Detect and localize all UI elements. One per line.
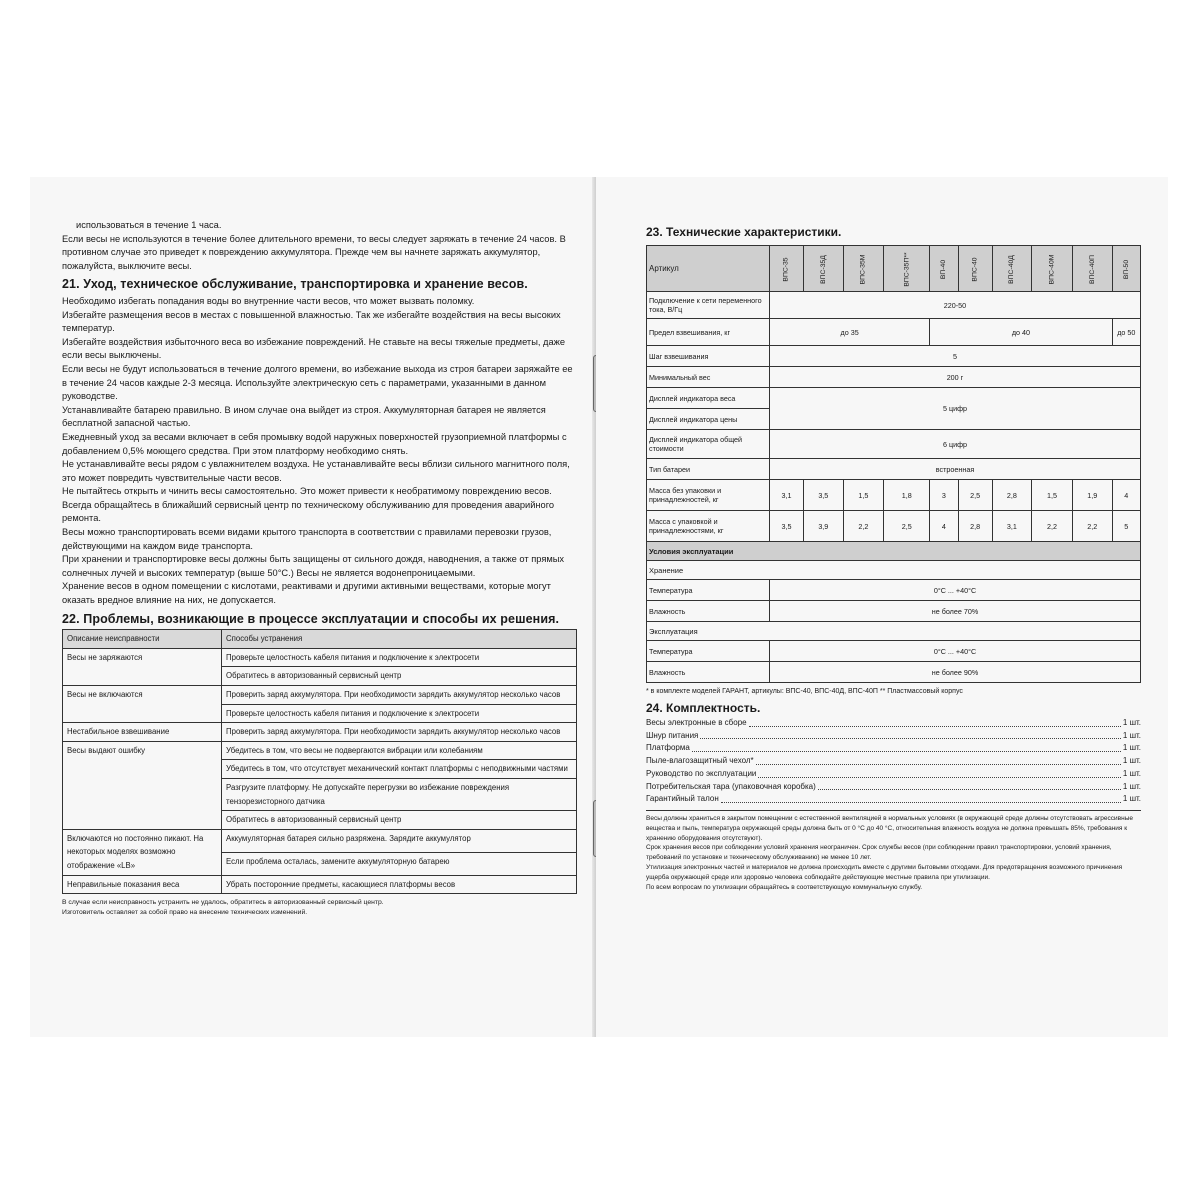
section-22-title: 22. Проблемы, возникающие в процессе эксплуатации и способы их решения. [62, 611, 560, 626]
column-header-problem: Описание неисправности [63, 630, 222, 649]
spec-row-mass-packed [647, 511, 1141, 542]
table-row [63, 875, 577, 894]
spec-label: Масса без упаковки и принадлежностей, кг [647, 480, 770, 511]
spec-label: Температура [647, 641, 770, 662]
sec21-para: Весы можно транспортировать всеми видами крытого транспорта в соответствии с правилами перевозки грузов, действующими на каждом виде транспорта. [62, 527, 552, 551]
spec-row-operation-temp [647, 641, 1141, 662]
section-21-title: 21. Уход, техническое обслуживание, транспортировка и хранение весов. [62, 277, 528, 292]
kit-item-name: Руководство по эксплуатации [646, 768, 757, 778]
solution-cell: Проверить заряд аккумулятора. При необходимости зарядить аккумулятор несколько часов [222, 686, 577, 705]
model-header-cell [1072, 246, 1112, 292]
operation-subsection-row [647, 622, 1141, 641]
spec-value: 2,2 [1072, 511, 1112, 542]
spec-value: 2,8 [992, 480, 1031, 511]
kit-item-name: Платформа [646, 743, 690, 753]
kit-item-name: Потребительская тара (упаковочная коробка) [646, 781, 816, 791]
sec21-para: При хранении и транспортировке весы должны быть защищены от сильного дождя, наводнения, а также от прямых солнечных лучей и высоких температур (выше 50°C.) Весы не является водонепроницаемыми. [62, 554, 565, 578]
sec21-para: Не пытайтесь открыть и чинить весы самостоятельно. Это может привести к необратимому повреждению весов. Всегда обращайтесь в ближайший сервисный центр по техническому обслуживанию для проведения аварийного ремонта. [62, 486, 555, 524]
problem-cell: Нестабильное взвешивание [63, 723, 222, 742]
dot-leader [749, 717, 1121, 727]
conditions-heading: Условия эксплуатации [647, 542, 1141, 561]
problem-cell: Неправильные показания веса [63, 875, 222, 894]
solution-cell: Проверьте целостность кабеля питания и подключение к электросети [222, 648, 577, 667]
intro-line: использоваться в течение 1 часа. [76, 220, 222, 230]
model-name: ВПС-35М [859, 254, 867, 285]
problem-cell: Включаются но постоянно пикают. На некоторых моделях возможно отображение «LB» [63, 829, 222, 875]
spec-value: до 35 [770, 319, 930, 346]
table-row [63, 686, 577, 705]
kit-item-qty: 1 шт. [1122, 718, 1141, 727]
dot-leader [721, 793, 1121, 803]
solution-cell: Обратитесь в авторизованный сервисный центр [222, 811, 577, 830]
spec-row-storage-temp [647, 580, 1141, 601]
spec-label: Дисплей индикатора общей стоимости [647, 430, 770, 459]
left-page [30, 177, 595, 1037]
spec-label: Подключение к сети переменного тока, В/Гц [647, 292, 770, 319]
dot-leader [700, 730, 1121, 740]
list-item [646, 742, 1141, 755]
spec-footnote: * в комплекте моделей ГАРАНТ, артикулы: ВПС-40, ВПС-40Д, ВПС-40П ** Пластмассовый корпус [646, 688, 963, 695]
spec-value: 1,8 [884, 480, 930, 511]
storage-heading: Хранение [647, 561, 1141, 580]
intro-paragraph: Если весы не используются в течение более длительного времени, то весы следует заряжать в течение 24 часов. В противном случае это приведет к повреждению аккумулятора. Прежде чем вы начнете заряжать аккумулятор, пожалуйста, выключите весы. [62, 233, 566, 271]
operation-heading: Эксплуатация [647, 622, 1141, 641]
spec-label: Температура [647, 580, 770, 601]
sec21-para: Хранение весов в одном помещении с кислотами, реактивами и другими активными веществами, которые могут оказать вредное влияние на них, не допускается. [62, 581, 551, 606]
spec-label: Дисплей индикатора веса [647, 388, 770, 409]
sec21-para: Устанавливайте батарею правильно. В ином случае она выйдет из строя. Аккумуляторная батарея не является бесплатной запасной частью. [62, 404, 546, 429]
spec-row-storage-humidity [647, 601, 1141, 622]
section-24-title: 24. Комплектность. [646, 701, 761, 715]
troubleshooting-table [62, 629, 577, 894]
list-item [646, 793, 1141, 806]
disposal-contact-note: По всем вопросам по утилизации обращайтесь в соответствующую коммунальную службу. [646, 883, 923, 891]
model-header-cell [770, 246, 804, 292]
spec-value: 3,9 [804, 511, 843, 542]
kit-list [646, 717, 1141, 806]
model-header-cell [1032, 246, 1073, 292]
kit-item-qty: 1 шт. [1122, 756, 1141, 766]
model-name: ВПС-35 [783, 257, 791, 282]
table-row [63, 741, 577, 760]
spec-row-operation-humidity [647, 662, 1141, 683]
spec-value: 3,5 [770, 511, 804, 542]
spec-label: Влажность [647, 662, 770, 683]
sec21-para: Избегайте воздействия избыточного веса во избежание повреждений. Не ставьте на весы тяжелые предметы, даже если весы выключены. [62, 336, 566, 361]
specifications-table [646, 245, 1141, 683]
solution-cell: Убедитесь в том, что отсутствует механический контакт платформы с неподвижными частями [222, 760, 577, 779]
list-item [646, 717, 1141, 730]
spec-row-step [647, 346, 1141, 367]
sec21-para: Избегайте размещения весов в местах с повышенной влажностью. Так же избегайте воздействия на весы высоких температур. [62, 309, 561, 334]
spec-value: 0°C ... +40°C [770, 641, 1141, 662]
dot-leader [818, 781, 1121, 791]
spec-value: 2,8 [958, 511, 992, 542]
column-header-solution: Способы устранения [222, 630, 577, 649]
model-name: ВП-50 [1122, 259, 1130, 280]
model-header-cell [958, 246, 992, 292]
table-row [63, 648, 577, 667]
spec-value: 1,5 [843, 480, 884, 511]
solution-cell: Разгрузите платформу. Не допускайте перегрузки во избежание повреждения тензорезисторного датчика [222, 778, 577, 810]
sec21-para: Если весы не будут использоваться в течение долгого времени, во избежание выхода из строя батареи заряжайте ее в течение 24 часов каждые 2-3 месяца. Используйте электрическую сеть с параметрами, указанными в данном руководстве. [62, 363, 573, 402]
spec-value: до 50 [1112, 319, 1140, 346]
table-row [63, 723, 577, 742]
spec-value: 3,1 [992, 511, 1031, 542]
model-header-cell [884, 246, 930, 292]
sec21-para: Ежедневный уход за весами включает в себя промывку водой наружных поверхностей грузоприемной платформы с добавлением 0,5% моющего средства. При этом платформу необходимо снять. [62, 431, 567, 456]
spec-row-mass [647, 480, 1141, 511]
spec-value: встроенная [770, 459, 1141, 480]
model-name: ВПС-40 [971, 257, 979, 282]
spec-value: не более 90% [770, 662, 1141, 683]
sec21-para: Не устанавливайте весы рядом с увлажнителем воздуха. Не устанавливайте весы вблизи сильного магнитного поля, это может повредить чувствительные части весов. [62, 459, 570, 483]
storage-note: Весы должны храниться в закрытом помещении с естественной вентиляцией в нормальных условиях (в окружающей среде должны отсутствовать агрессивные вещества и пыль, температура окружающей среды должна быть от 0 °С до 40 °С, относительная влажность воздуха не должна превышать 85%, требования к хранению оборудования отсутствуют). [646, 814, 1134, 842]
list-item [646, 755, 1141, 768]
spec-value: 2,2 [1032, 511, 1073, 542]
problem-cell: Весы не включаются [63, 686, 222, 723]
right-page-content [646, 225, 1141, 892]
solution-cell: Если проблема осталась, замените аккумуляторную батарею [222, 852, 577, 875]
kit-item-name: Весы электронные в сборе [646, 718, 747, 727]
article-label: Артикул [647, 246, 770, 292]
spec-label: Влажность [647, 601, 770, 622]
model-header-row [647, 246, 1141, 292]
solution-cell: Проверить заряд аккумулятора. При необходимости зарядить аккумулятор несколько часов [222, 723, 577, 742]
kit-item-name: Гарантийный талон [646, 794, 719, 804]
model-name: ВПС-35П** [903, 252, 911, 287]
spec-value: 6 цифр [770, 430, 1141, 459]
section-23-title: 23. Технические характеристики. [646, 225, 842, 239]
model-header-cell [843, 246, 884, 292]
service-life-note: Срок хранения весов при соблюдении условий хранения неограничен. Срок службы весов (при соблюдении правил транспортировки, условий хранения, требований по установке и техническому обслуживанию) не менее 10 лет. [646, 844, 1112, 862]
spec-row-battery [647, 459, 1141, 480]
kit-item-qty: 1 шт. [1122, 730, 1141, 740]
dot-leader [758, 768, 1121, 778]
model-name: ВП-40 [940, 259, 948, 280]
spec-value: 5 [770, 346, 1141, 367]
spec-row-min [647, 367, 1141, 388]
model-name: ВПС-40Д [1008, 255, 1016, 284]
spec-value: 1,5 [1032, 480, 1073, 511]
model-header-cell [1112, 246, 1140, 292]
spec-value: 5 [1112, 511, 1140, 542]
manufacturer-note: Изготовитель оставляет за собой право на внесение технических изменений. [62, 908, 308, 916]
spec-value: не более 70% [770, 601, 1141, 622]
model-header-cell [930, 246, 958, 292]
spec-label: Предел взвешивания, кг [647, 319, 770, 346]
spec-value: 1,9 [1072, 480, 1112, 511]
solution-cell: Обратитесь в авторизованный сервисный центр [222, 667, 577, 686]
spec-value: 3,1 [770, 480, 804, 511]
problem-cell: Весы не заряжаются [63, 648, 222, 685]
spec-label: Масса с упаковкой и принадлежностями, кг [647, 511, 770, 542]
kit-item-qty: 1 шт. [1122, 768, 1141, 778]
service-note: В случае если неисправность устранить не удалось, обратитесь в авторизованный сервисный центр. [62, 899, 384, 907]
kit-item-name: Шнур питания [646, 730, 699, 740]
dot-leader [692, 742, 1121, 752]
model-name: ВПС-40П [1088, 254, 1096, 285]
spec-row-power [647, 292, 1141, 319]
spec-value: 5 цифр [770, 388, 1141, 430]
table-header-row [63, 630, 577, 649]
list-item [646, 730, 1141, 743]
spec-value: 4 [1112, 480, 1140, 511]
spec-label: Дисплей индикатора цены [647, 409, 770, 430]
kit-item-name: Пыле-влагозащитный чехол* [646, 756, 754, 766]
spec-value: 3,5 [804, 480, 843, 511]
storage-subsection-row [647, 561, 1141, 580]
model-name: ВПС-35Д [819, 255, 827, 284]
sec21-para: Необходимо избегать попадания воды во внутренние части весов, что может вызвать поломку. [62, 295, 475, 306]
kit-item-qty: 1 шт. [1122, 794, 1141, 804]
spec-row-limit [647, 319, 1141, 346]
spec-value: 3 [930, 480, 958, 511]
spec-value: 0°C ... +40°C [770, 580, 1141, 601]
left-page-content [62, 219, 577, 917]
divider [646, 810, 1141, 811]
table-row [63, 829, 577, 852]
solution-cell: Проверьте целостность кабеля питания и подключение к электросети [222, 704, 577, 723]
spec-value: 200 г [770, 367, 1141, 388]
spec-label: Тип батареи [647, 459, 770, 480]
model-name: ВПС-40М [1048, 254, 1056, 285]
list-item [646, 781, 1141, 794]
spec-row-display-weight [647, 388, 1141, 409]
spec-value: до 40 [930, 319, 1112, 346]
spec-value: 220-50 [770, 292, 1141, 319]
spec-value: 2,2 [843, 511, 884, 542]
kit-item-qty: 1 шт. [1122, 743, 1141, 753]
right-page [596, 177, 1168, 1037]
spec-label: Шаг взвешивания [647, 346, 770, 367]
dot-leader [756, 755, 1121, 765]
spec-row-display-total [647, 430, 1141, 459]
spec-value: 2,5 [958, 480, 992, 511]
list-item [646, 768, 1141, 781]
model-header-cell [992, 246, 1031, 292]
problem-cell: Весы выдают ошибку [63, 741, 222, 829]
spec-label: Минимальный вес [647, 367, 770, 388]
spec-value: 2,5 [884, 511, 930, 542]
solution-cell: Убедитесь в том, что весы не подвергаются вибрации или колебаниям [222, 741, 577, 760]
solution-cell: Аккумуляторная батарея сильно разряжена. Зарядите аккумулятор [222, 829, 577, 852]
spec-value: 4 [930, 511, 958, 542]
conditions-section-row [647, 542, 1141, 561]
solution-cell: Убрать посторонние предметы, касающиеся платформы весов [222, 875, 577, 894]
model-header-cell [804, 246, 843, 292]
disposal-note: Утилизация электронных частей и материалов не должна происходить вместе с другими бытовыми отходами. Для предотвращения возможного причинения ущерба окружающей среде или здоровью человека соблюдайте действующие местные правила при утилизации. [646, 863, 1123, 881]
kit-item-qty: 1 шт. [1122, 781, 1141, 791]
